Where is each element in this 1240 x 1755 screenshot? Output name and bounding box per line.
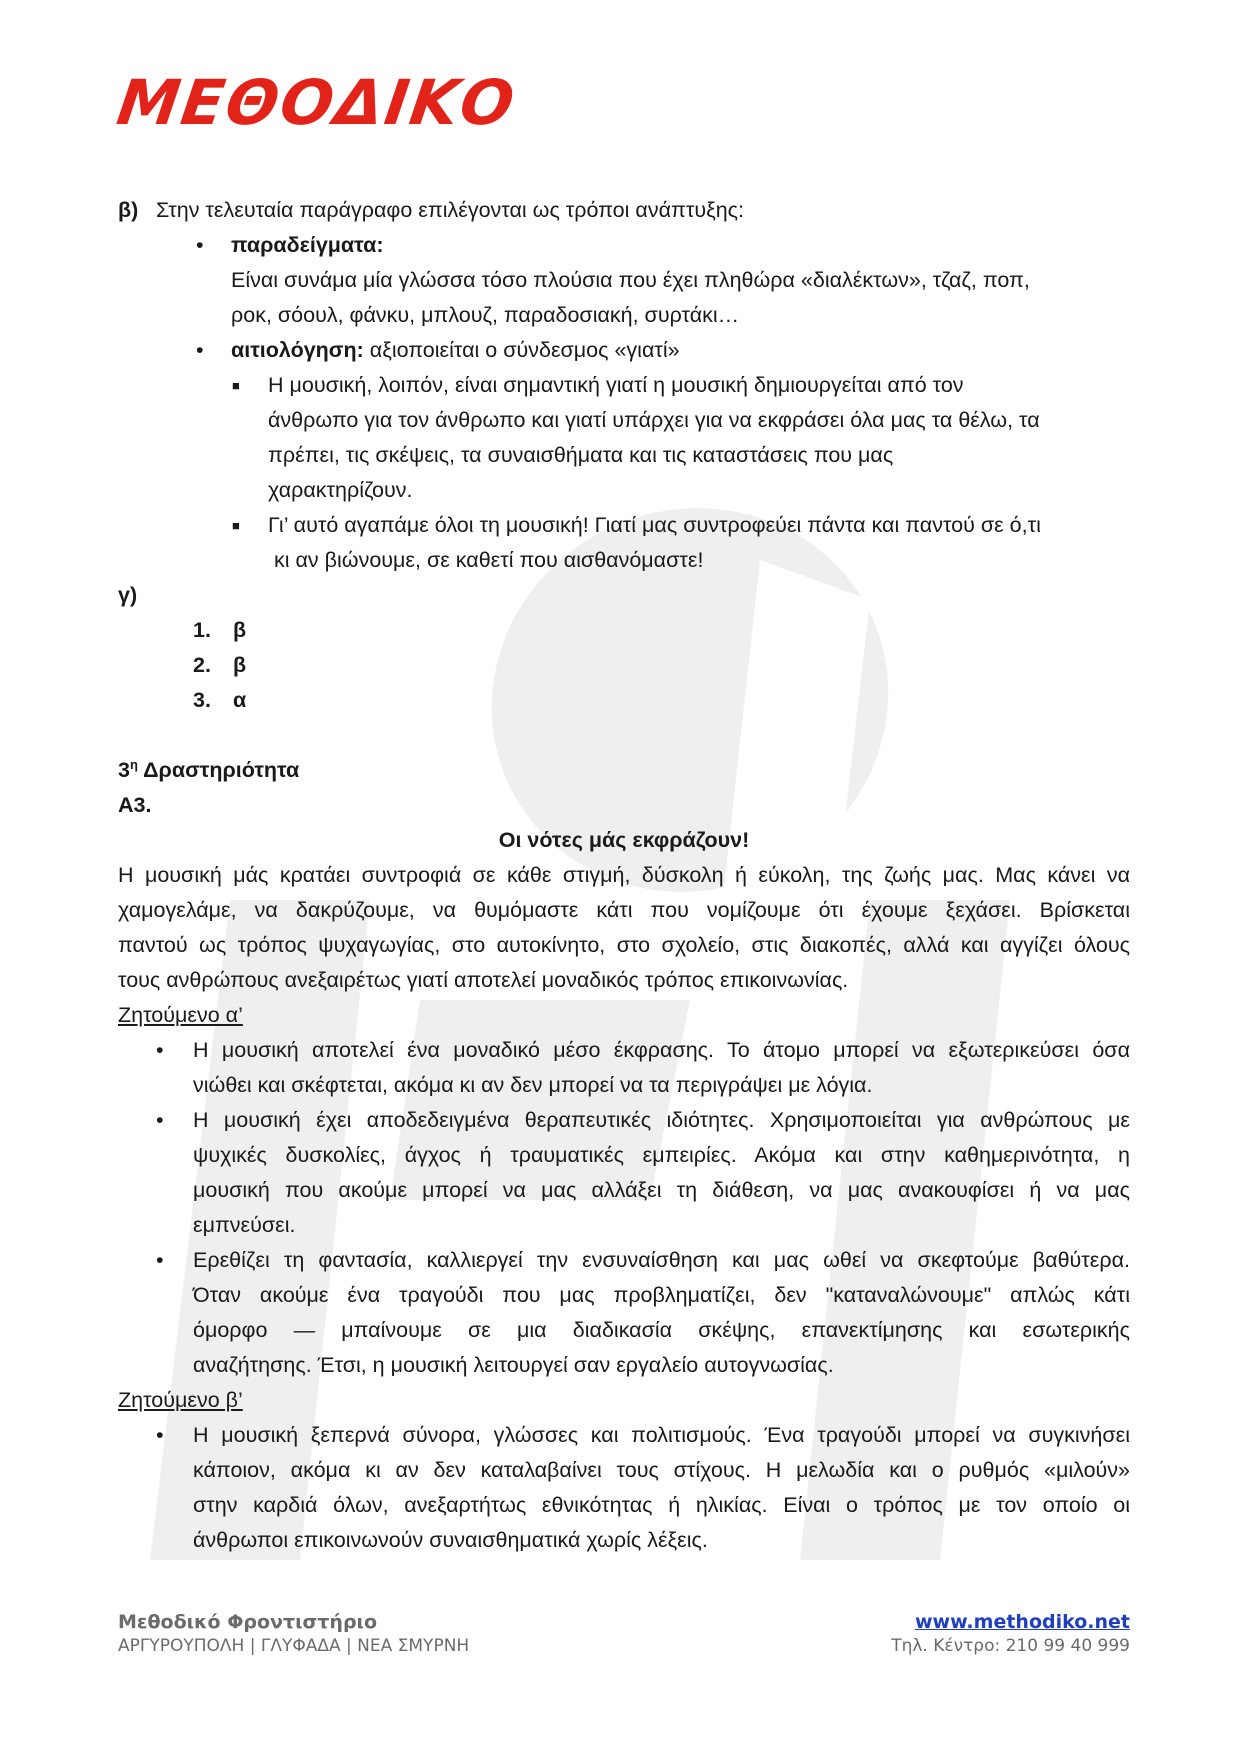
paragraph-line: όμορφο — μπαίνουμε σε μια διαδικασία σκέψης, επανεκτίμησης και εσωτερικής: [193, 1318, 1130, 1342]
paragraph-line: Όταν ακούμε ένα τραγούδι που μας προβληματίζει, δεν "καταναλώνουμε" απλώς κάτι: [193, 1283, 1130, 1307]
paragraph-line: Ερεθίζει τη φαντασία, καλλιεργεί την ενσυναίσθηση και μας ωθεί να σκεφτούμε βαθύτερα.: [193, 1248, 1130, 1272]
answer-number: 1.: [193, 618, 211, 642]
activity-heading: [118, 753, 1130, 788]
activity-number-sup: η: [129, 756, 138, 772]
square-bullet-icon: ■: [232, 518, 240, 533]
section-b-intro: [118, 193, 1130, 228]
list-item: [118, 1243, 1130, 1278]
section-c-label-text: γ): [118, 583, 138, 607]
sub-item-text: χαρακτηρίζουν.: [268, 478, 413, 502]
list-item: [118, 333, 1130, 368]
footer-phone: Τηλ. Κέντρο: 210 99 40 999: [891, 1636, 1130, 1656]
paragraph-line: αναζήτησης. Έτσι, η μουσική λειτουργεί σαν εργαλείο αυτογνωσίας.: [193, 1353, 834, 1377]
document-body: [118, 193, 1130, 1558]
essay-title: Οι νότες μάς εκφράζουν!: [498, 828, 750, 852]
paragraph-line: Η μουσική αποτελεί ένα μοναδικό μέσο έκφρασης. Το άτομο μπορεί να εξωτερικεύσει όσα: [193, 1038, 1130, 1062]
activity-label: Α3.: [118, 793, 152, 817]
bullet-icon: •: [156, 1108, 164, 1132]
paragraph-line: άνθρωποι επικοινωνούν συναισθηματικά χωρίς λέξεις.: [193, 1528, 708, 1552]
sub-list-item: [118, 508, 1130, 543]
footer-school-name: Μεθοδικό Φροντιστήριο: [118, 1611, 377, 1633]
paragraph-line: ψυχικές δυσκολίες, άγχος ή τραυματικές εμπειρίες. Ακόμα και στην καθημερινότητα, η: [193, 1143, 1130, 1167]
section-b-label: β): [118, 198, 139, 222]
item-title: αιτιολόγηση:: [231, 338, 364, 362]
paragraph-line: μουσική που ακούμε μπορεί να μας αλλάξει τη διάθεση, να μας ανακουφίσει ή να μας: [193, 1178, 1130, 1202]
bullet-icon: •: [156, 1248, 164, 1272]
spacer: [118, 718, 1130, 753]
paragraph-line: χαμογελάμε, να δακρύζουμε, να θυμόμαστε κάτι που νομίζουμε ότι έχουμε ξεχάσει. Βρίσκεται: [118, 898, 1130, 922]
item-text: Είναι συνάμα μία γλώσσα τόσο πλούσια που έχει πληθώρα «διαλέκτων», τζαζ, ποπ,: [231, 268, 1030, 292]
footer-left: [118, 1610, 469, 1658]
sub-item-text: Γι’ αυτό αγαπάμε όλοι τη μουσική! Γιατί μας συντροφεύει πάντα και παντού σε ό,τι: [268, 513, 1041, 537]
activity-number: 3: [118, 758, 130, 782]
bullet-icon: •: [156, 1038, 164, 1062]
list-item: [118, 228, 1130, 263]
requirement-a-heading: Ζητούμενο α’: [118, 1003, 243, 1027]
list-item: [118, 1103, 1130, 1138]
footer-locations: ΑΡΓΥΡΟΥΠΟΛΗ | ΓΛΥΦΑΔΑ | ΝΕΑ ΣΜΥΡΝΗ: [118, 1636, 470, 1656]
sub-item-text: πρέπει, τις σκέψεις, τα συναισθήματα και τις καταστάσεις που μας: [268, 443, 894, 467]
section-c-label: [118, 578, 1130, 613]
section-b-intro-text: Στην τελευταία παράγραφο επιλέγονται ως τρόποι ανάπτυξης:: [156, 198, 745, 222]
logo-text: ΜΕΘΟΔΙΚΟ: [112, 66, 521, 139]
answer-number: 2.: [193, 653, 211, 677]
paragraph-line: κάποιον, ακόμα κι αν δεν καταλαβαίνει τους στίχους. Η μελωδία και ο ρυθμός «μιλούν»: [193, 1458, 1130, 1482]
item-title: παραδείγματα:: [231, 233, 384, 257]
sub-list-item: [118, 368, 1130, 403]
bullet-icon: •: [196, 338, 204, 362]
paragraph-line: παντού ως τρόπος ψυχαγωγίας, στο αυτοκίνητο, στο σχολείο, στις διακοπές, αλλά και αγγίζει όλους: [118, 933, 1130, 957]
brand-logo: [112, 66, 521, 139]
paragraph-line: νιώθει και σκέφτεται, ακόμα κι αν δεν μπορεί να τα περιγράψει με λόγια.: [193, 1073, 873, 1097]
answer-item: [118, 613, 1130, 648]
list-item: [118, 1033, 1130, 1068]
sub-item-text: κι αν βιώνουμε, σε καθετί που αισθανόμαστε!: [274, 548, 704, 572]
footer-website-link[interactable]: www.methodiko.net: [914, 1611, 1130, 1633]
item-text: αξιοποιείται ο σύνδεσμος «γιατί»: [363, 338, 680, 362]
answer-value: β: [233, 618, 247, 642]
answer-number: 3.: [193, 688, 211, 712]
paragraph-line: Η μουσική έχει αποδεδειγμένα θεραπευτικές ιδιότητες. Χρησιμοποιείται για ανθρώπους με: [193, 1108, 1130, 1132]
sub-item-text: Η μουσική, λοιπόν, είναι σημαντική γιατί η μουσική δημιουργείται από τον: [268, 373, 964, 397]
paragraph-line: Η μουσική ξεπερνά σύνορα, γλώσσες και πολιτισμούς. Ένα τραγούδι μπορεί να συγκινήσει: [193, 1423, 1130, 1447]
square-bullet-icon: ■: [232, 378, 240, 393]
answer-item: [118, 683, 1130, 718]
sub-item-text: άνθρωπο για τον άνθρωπο και γιατί υπάρχει για να εκφράσει όλα μας τα θέλω, τα: [268, 408, 1040, 432]
list-item: [118, 1418, 1130, 1453]
bullet-icon: •: [196, 233, 204, 257]
activity-title: Δραστηριότητα: [137, 758, 300, 782]
bullet-icon: •: [156, 1423, 164, 1447]
item-text: ροκ, σόουλ, φάνκυ, μπλουζ, παραδοσιακή, συρτάκι…: [231, 303, 740, 327]
answer-item: [118, 648, 1130, 683]
answer-value: α: [233, 688, 247, 712]
paragraph-line: Η μουσική μάς κρατάει συντροφιά σε κάθε στιγμή, δύσκολη ή εύκολη, της ζωής μας. Μας κάνει να: [118, 863, 1130, 887]
paragraph-line: τους ανθρώπους ανεξαιρέτως γιατί αποτελεί μοναδικός τρόπος επικοινωνίας.: [118, 968, 849, 992]
paragraph-line: εμπνεύσει.: [193, 1213, 296, 1237]
paragraph-line: στην καρδιά όλων, ανεξαρτήτως εθνικότητας ή ηλικίας. Είναι ο τρόπος με τον οποίο οι: [193, 1493, 1130, 1517]
answer-value: β: [233, 653, 247, 677]
footer-right: [891, 1610, 1130, 1658]
requirement-b-heading: Ζητούμενο β’: [118, 1388, 243, 1412]
